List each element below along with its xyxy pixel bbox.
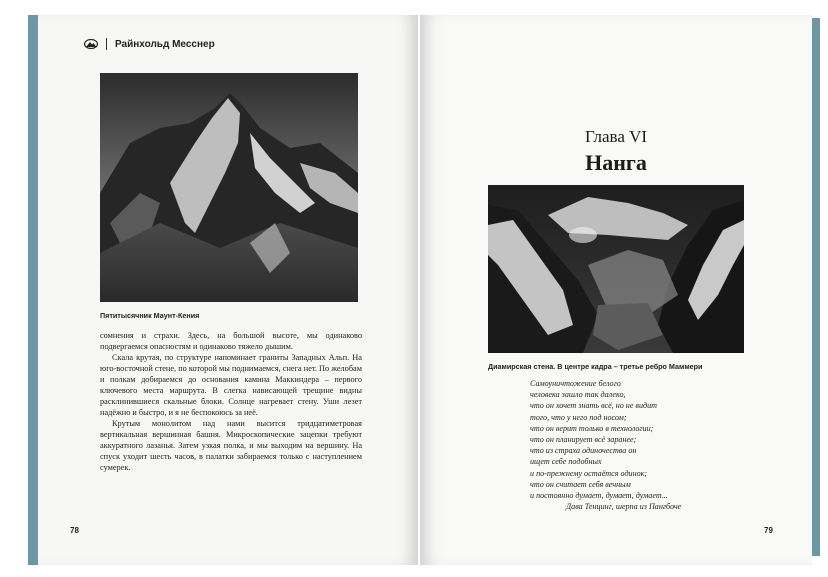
poem-attribution: Дава Тенцинг, шерпа из Пангбоче xyxy=(566,502,682,512)
paragraph: Крутым монолитом над нами высится тридцатиметровая вертикальная вершинная башня. Микроскопические зацепки требуют аккуратного лазанья. Затем узкая полка, и мы выходим на вершину. На спуск уходит шесть часов, в палатки забираемся только с наступлением сумерек. xyxy=(100,419,362,472)
poem-line: что он считает себя вечным xyxy=(530,479,631,489)
epigraph-poem xyxy=(530,378,681,512)
poem-line: и по-прежнему остаётся одинок; xyxy=(530,468,648,478)
running-header xyxy=(84,38,215,50)
diamir-face-photo xyxy=(488,185,744,353)
photo-caption-left: Пятитысячник Маунт-Кения xyxy=(100,311,200,320)
poem-line: ищет себе подобных xyxy=(530,457,602,467)
poem-line: и постоянно думает, думает, думает... xyxy=(530,491,668,501)
mountain-logo-icon xyxy=(84,39,98,49)
poem-line: что он хочет знать всё, но не видит xyxy=(530,401,657,411)
body-text xyxy=(100,330,362,473)
photo-caption-right: Диамирская стена. В центре кадра – третье ребро Маммери xyxy=(488,362,703,371)
poem-line: что он верит только в технологии; xyxy=(530,423,654,433)
page-number-left: 78 xyxy=(70,526,79,535)
mount-kenya-photo xyxy=(100,73,358,302)
chapter-title: Нанга xyxy=(585,150,647,175)
poem-line: что из страха одиночества он xyxy=(530,446,637,456)
poem-line: что он планирует всё заранее; xyxy=(530,435,637,445)
poem-line: того, что у него под носом; xyxy=(530,412,627,422)
author-name: Райнхольд Месснер xyxy=(115,38,215,50)
poem-line: человека зашло так далеко, xyxy=(530,390,626,400)
page-number-right: 79 xyxy=(764,526,773,535)
paragraph: Скала крутая, по структуре напоминает граниты Западных Альп. На юго-восточной стене, по которой мы поднимаемся, снега нет. По желобам и полкам добираемся до основания камина Маккиндера – первого ключевого места маршрута. В слегка нависающей трещине видны расклинившиеся скальные блоки. Солнце нагревает стену. Уши лезет надёжно и быстро, и я не беспокоюсь за неё. xyxy=(100,353,362,417)
paragraph: сомнения и страхи. Здесь, на большой высоте, мы одинаково подвергаемся опасностям и одинаково тяжело дышим. xyxy=(100,331,362,351)
header-divider xyxy=(106,38,107,50)
chapter-label: Глава VI xyxy=(584,127,648,146)
poem-line: Самоуничтожение белого xyxy=(530,379,621,388)
